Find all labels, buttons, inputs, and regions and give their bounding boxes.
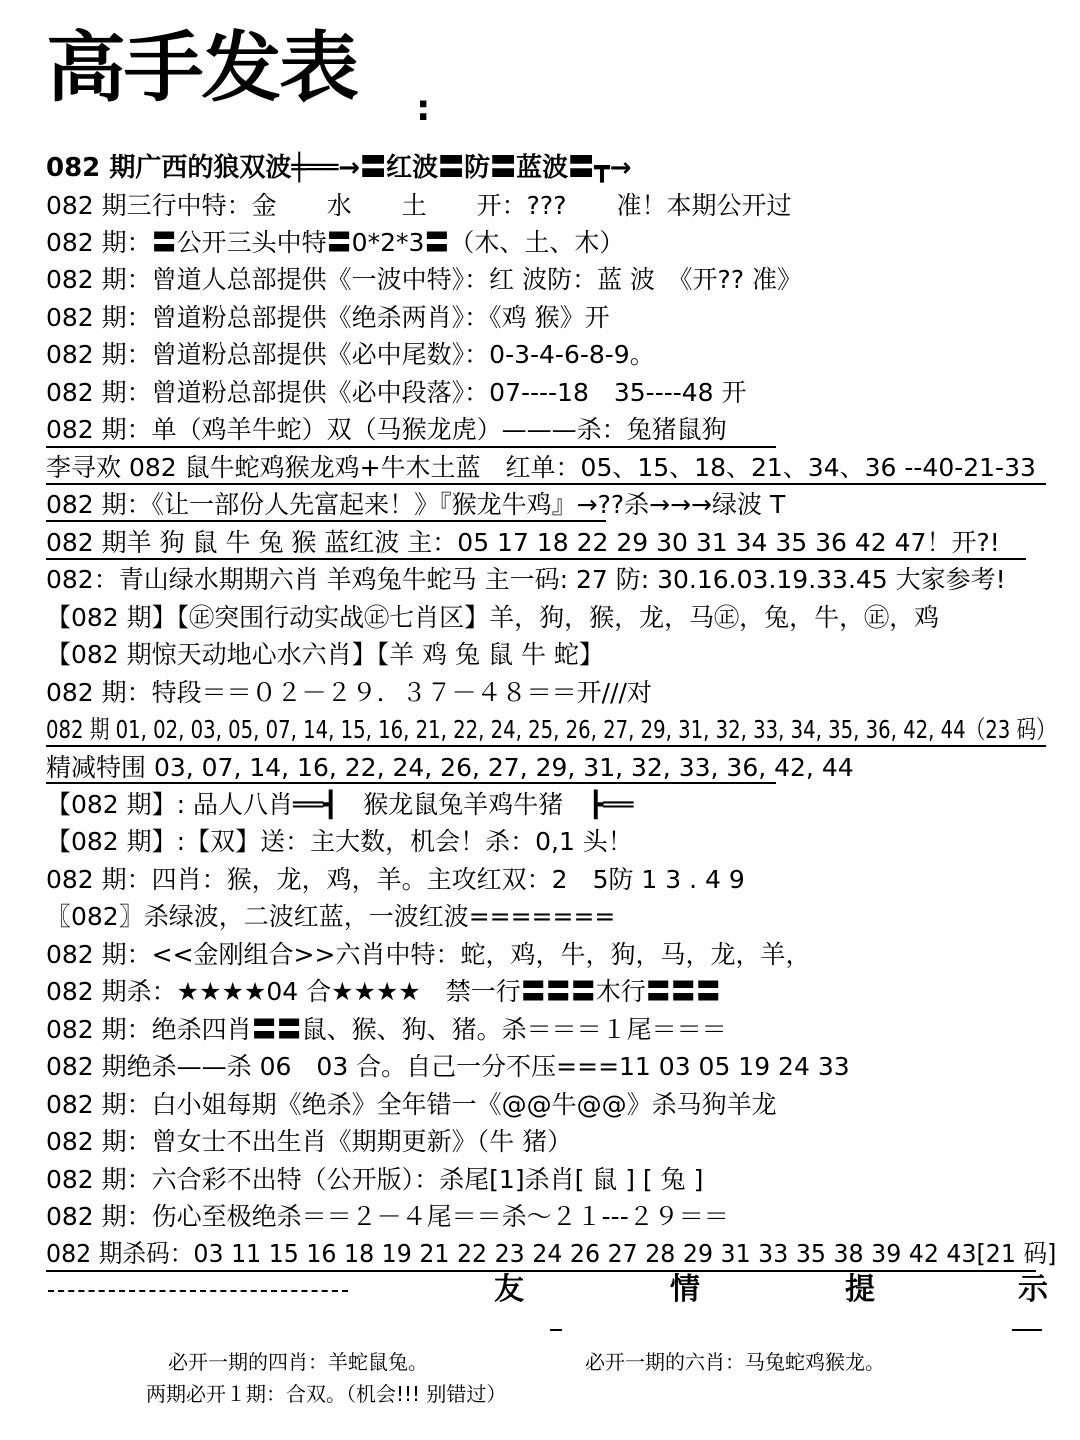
prediction-line: 082 期羊 狗 鼠 牛 兔 猴 蓝红波 主：05 17 18 22 29 30 31 34 35 36 42 47！开?! <box>46 528 1000 557</box>
divider <box>46 782 776 784</box>
prediction-line: 〖082〗杀绿波，二波红蓝，一波红波======= <box>46 902 616 931</box>
divider <box>46 558 1026 560</box>
prediction-line: 082 期：〓公开三头中特〓0*2*3〓（木、土、木） <box>46 228 625 257</box>
notice-heading-char: 提 <box>845 1272 875 1307</box>
prediction-line: 082 期：特段＝＝０２－２９．３７－４８＝＝开///对 <box>46 678 652 707</box>
divider <box>46 483 1046 485</box>
prediction-line: 082 期：曾道粉总部提供《必中尾数》：0-3-4-6-8-9。 <box>46 340 655 369</box>
prediction-line: 082 期 01, 02, 03, 05, 07, 14, 15, 16, 21, 22, 24, 25, 26, 27, 29, 31, 32, 33, 34, 35, 36, 42, 44（23 码） <box>46 715 1056 744</box>
prediction-line: 【082 期惊天动地心水六肖】【羊 鸡 兔 鼠 牛 蛇】 <box>46 640 604 669</box>
prediction-line: 082 期：六合彩不出特（公开版）：杀尾[1]杀肖[ 鼠 ] [ 兔 ] <box>46 1165 704 1194</box>
divider <box>48 1290 348 1292</box>
prediction-line: 082 期：曾女士不出生肖《期期更新》（牛 猪） <box>46 1127 573 1156</box>
prediction-line: 082 期：<<金刚组合>>六肖中特：蛇，鸡，牛，狗，马，龙，羊， <box>46 940 811 969</box>
notice-heading-char: 示 <box>1018 1272 1048 1307</box>
prediction-line: 082 期广西的狼双波╪══→〓红波〓防〓蓝波〓┳→ <box>46 153 632 183</box>
prediction-line: 082 期：曾道人总部提供《一波中特》：红 波防：蓝 波 《开?? 准》 <box>46 265 803 294</box>
footer-six-zodiac: 必开一期的六肖：马兔蛇鸡猴龙。 <box>585 1350 885 1374</box>
page-title: 高手发表 <box>46 23 357 112</box>
divider <box>1012 1329 1042 1331</box>
prediction-line: 082 期：《让一部份人先富起来！》『猴龙牛鸡』→??杀→→→绿波 T <box>46 490 786 519</box>
prediction-line: 【082 期】: 品人八肖══┫ 猴龙鼠兔羊鸡牛猪 ┣══ <box>46 790 634 819</box>
divider <box>550 1329 562 1331</box>
prediction-line: 082 期：曾道粉总部提供《绝杀两肖》：《鸡 猴》开 <box>46 303 610 332</box>
prediction-line: 082 期：白小姐每期《绝杀》全年错一《@@牛@@》杀马狗羊龙 <box>46 1090 777 1119</box>
prediction-line: 082 期：曾道粉总部提供《必中段落》：07----18 35----48 开 <box>46 378 747 407</box>
notice-heading-char: 情 <box>670 1272 700 1307</box>
divider <box>46 520 606 522</box>
prediction-line: 082 期：绝杀四肖〓〓鼠、猴、狗、猪。杀＝＝＝１尾＝＝＝ <box>46 1015 727 1044</box>
divider <box>46 745 1046 747</box>
footer-four-zodiac: 必开一期的四肖：羊蛇鼠兔。 <box>168 1350 428 1374</box>
prediction-line: 082 期：四肖：猴，龙，鸡，羊。主攻红双：2 5防 1 3 . 4 9 <box>46 865 745 894</box>
prediction-line: 【082 期】:【双】送：主大数，机会！杀：0,1 头！ <box>46 827 633 856</box>
prediction-line: 082 期杀：★★★★04 合★★★★ 禁一行〓〓〓木行〓〓〓 <box>46 977 721 1006</box>
title-colon: : <box>416 88 431 129</box>
divider <box>46 1270 1036 1272</box>
prediction-line: 082 期：伤心至极绝杀＝＝２－４尾＝＝杀～２１---２９＝＝ <box>46 1202 729 1231</box>
prediction-line: 李寻欢 082 鼠牛蛇鸡猴龙鸡+牛木土蓝 红单：05、15、18、21、34、36 --40-21-33 <box>46 453 1036 482</box>
divider <box>46 446 776 448</box>
prediction-line: 精减特围 03, 07, 14, 16, 22, 24, 26, 27, 29, 31, 32, 33, 36, 42, 44 <box>46 753 854 782</box>
prediction-line: 082 期杀码：03 11 15 16 18 19 21 22 23 24 26 27 28 29 31 33 35 38 39 42 43[21 码] <box>46 1239 1056 1268</box>
footer-two-periods: 两期必开１期：合双。（机会!!! 别错过） <box>146 1382 507 1406</box>
prediction-line: 【082 期】【㊣突围行动实战㊣七肖区】羊，狗，猴，龙，马㊣，兔，牛，㊣，鸡 <box>46 603 940 632</box>
prediction-line: 082：青山绿水期期六肖 羊鸡兔牛蛇马 主一码: 27 防: 30.16.03.19.33.45 大家参考! <box>46 565 1006 594</box>
prediction-line: 082 期三行中特：金 水 土 开：??? 准！本期公开过 <box>46 191 792 220</box>
prediction-line: 082 期：单（鸡羊牛蛇）双（马猴龙虎）———杀：兔猪鼠狗 <box>46 415 727 444</box>
notice-heading-char: 友 <box>494 1272 524 1307</box>
prediction-line: 082 期绝杀——杀 06 03 合。自己一分不压===11 03 05 19 24 33 <box>46 1052 850 1081</box>
